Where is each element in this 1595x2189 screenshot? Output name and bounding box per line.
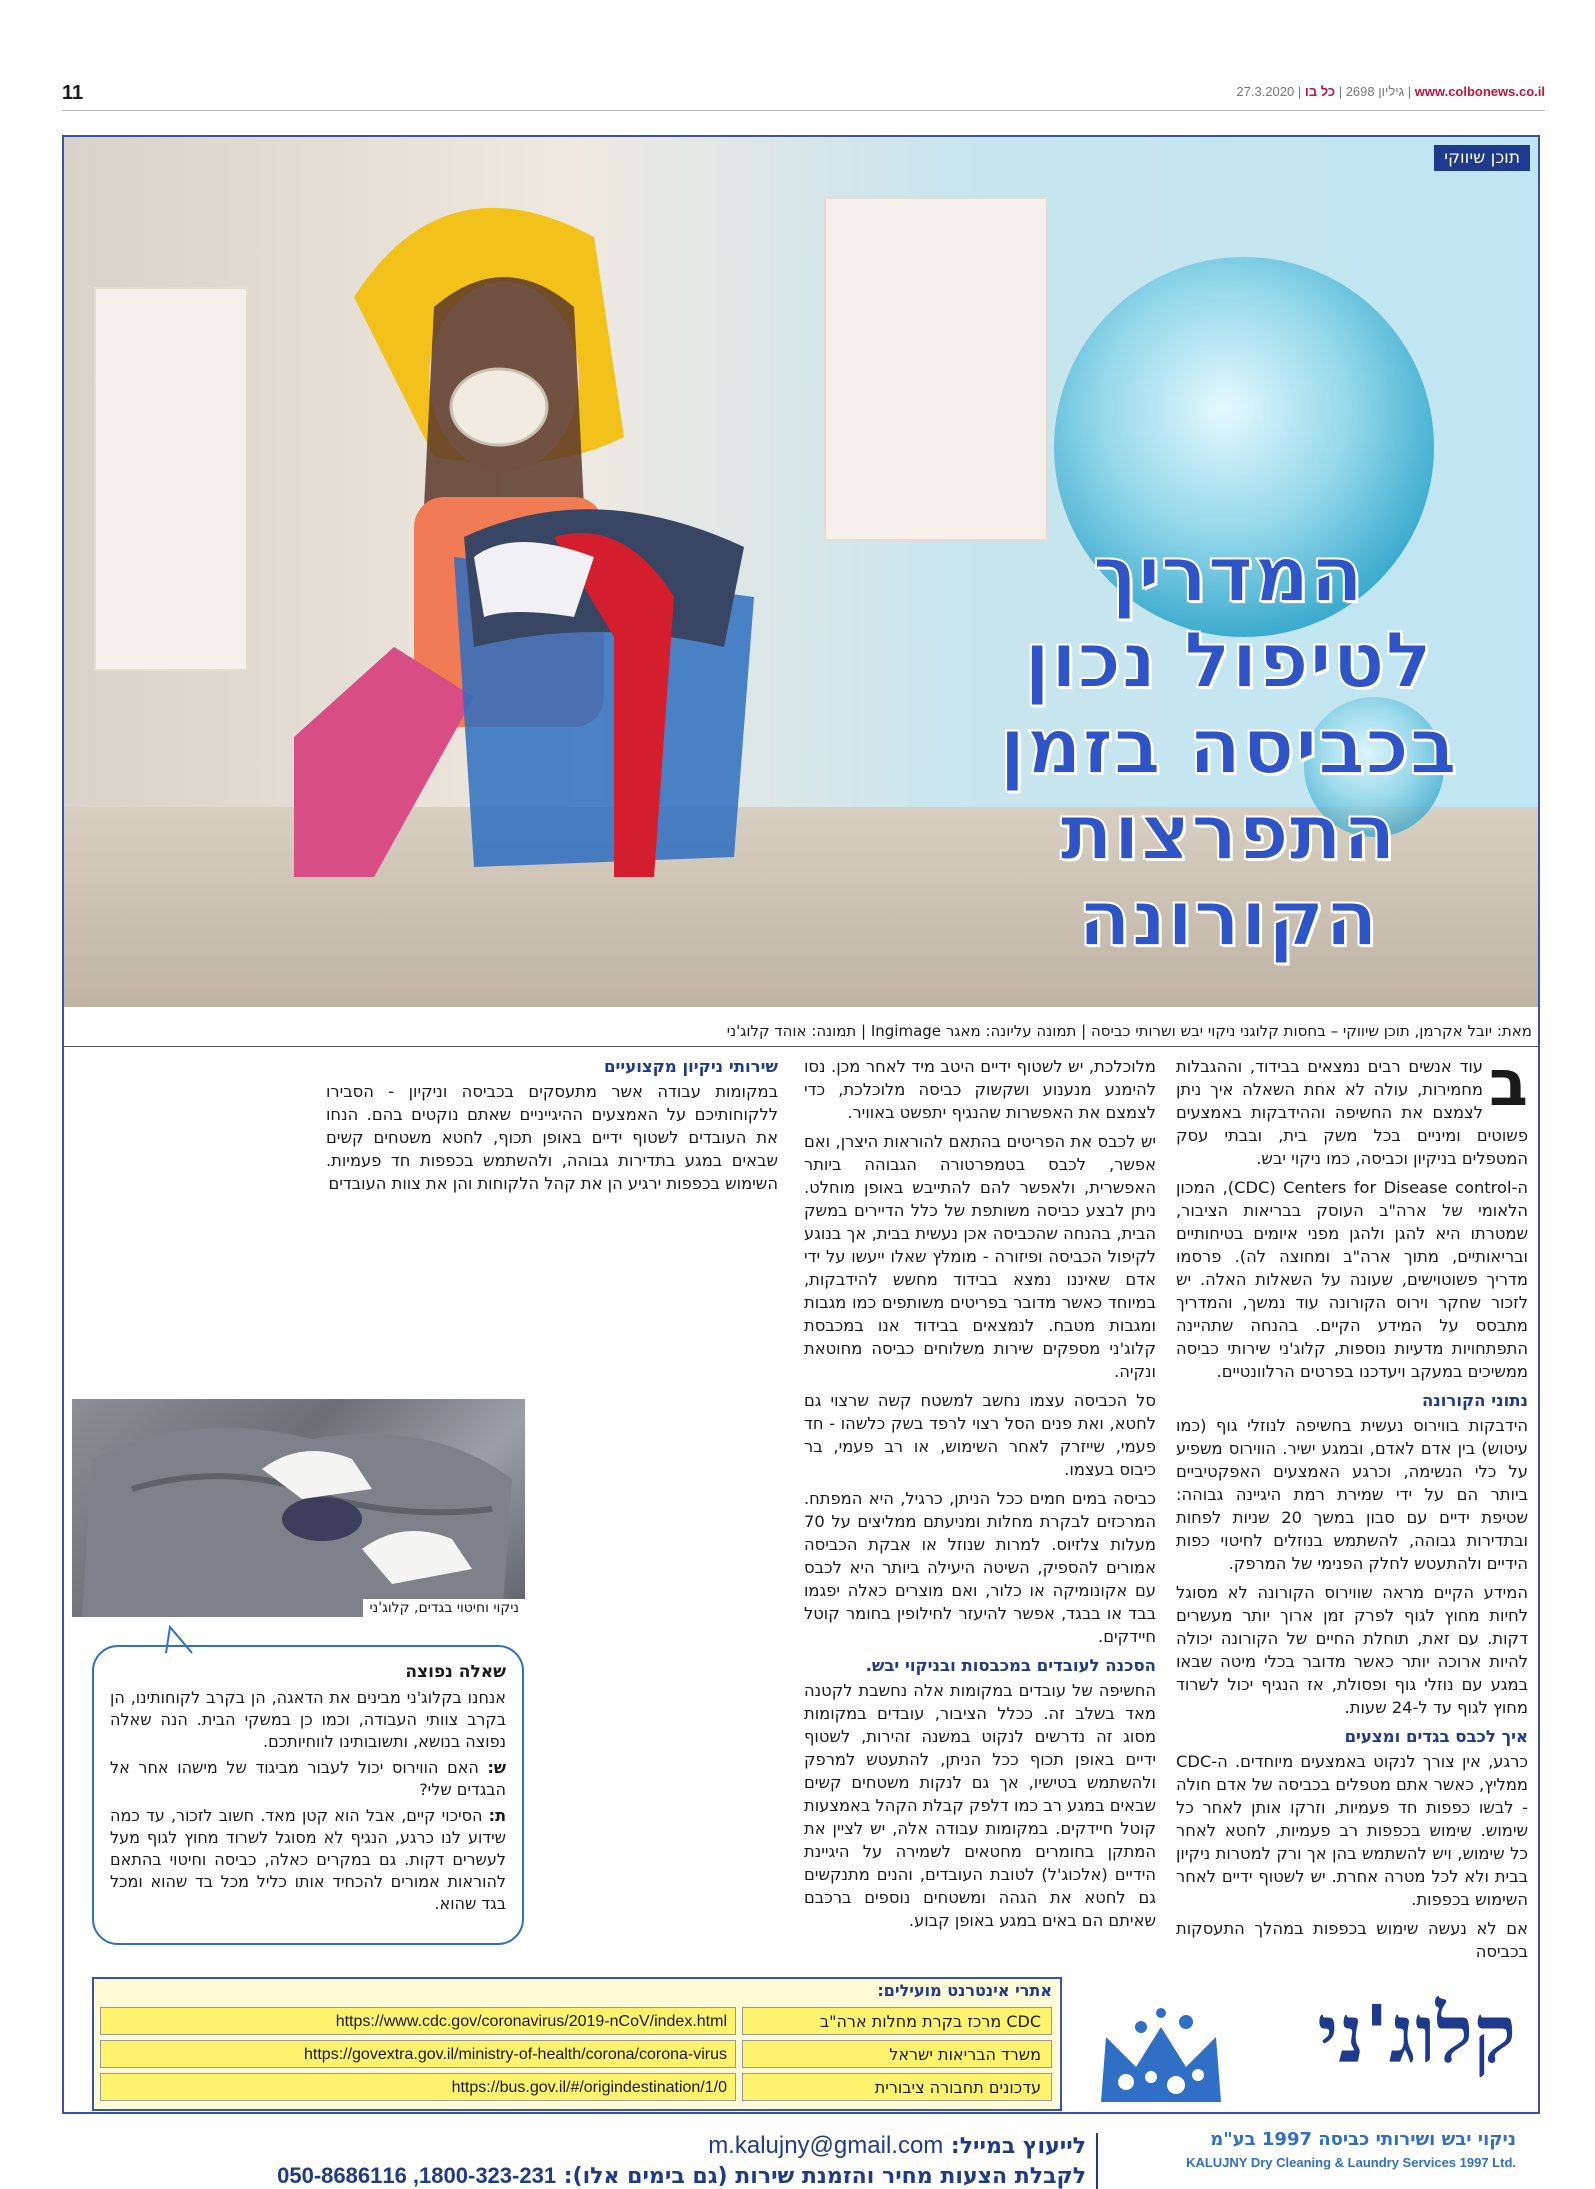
link-url[interactable]: https://govextra.gov.il/ministry-of-health/corona/corona-virus bbox=[100, 2040, 736, 2068]
headline-line: בכביסה בזמן bbox=[998, 702, 1458, 792]
headline-line: המדריך bbox=[1092, 530, 1364, 620]
paragraph: יש לכבס את הפריטים בהתאם להוראות היצרן, ואם אפשר, לכבס בטמפרטורה הגבוהה ביותר האפשרית, ולאפשר להם להתייבש באופן מוחלט. ניתן לבצע כביסה משותפת של כלל הדיירים במשק הבית, בהנחה שהכביסה אכן נעשית בבית, אך בנוגע לקיפול הכביסה ופיזורה - מומלץ שאלו ייעשו על ידי אדם שאיננו נמצא בבידוד מחשש להידבקות, במיוחד כאשר מדובר בפריטים משותפים כמו מגבות ומגבות מטבח. לנמצאים בבידוד אנו במכבסת קלוג'ני מספקים שירות משלוחים כביסה מחוטאת ונקיה. bbox=[804, 1132, 1156, 1381]
shelf-decor bbox=[824, 197, 1048, 541]
credits-text: מאת: יובל אקרמן, תוכן שיווקי – בחסות קלוגני ניקוי יבש ושרותי כביסה | תמונה עליונה: מאגר Ingimage | תמונה: אוהד קלוג'ני bbox=[726, 1022, 1532, 1040]
page-number: 11 bbox=[62, 82, 84, 104]
phone-numbers[interactable]: 050-8686116 ,1800-323-231 bbox=[277, 2163, 557, 2188]
masthead-date: 27.3.2020 bbox=[1236, 84, 1295, 99]
garment-illustration bbox=[72, 1399, 525, 1617]
logo-wordmark: קלוג'ני bbox=[1317, 1987, 1516, 2081]
email-link[interactable]: m.kalujny@gmail.com bbox=[708, 2132, 944, 2159]
headline-line: הקורונה bbox=[1077, 874, 1379, 964]
link-name: משרד הבריאות ישראל bbox=[742, 2040, 1052, 2068]
ad-divider bbox=[1096, 2133, 1098, 2189]
faq-bubble bbox=[92, 1645, 524, 1945]
crown-bubbles-icon bbox=[1096, 2007, 1226, 2107]
sponsored-tag: תוכן שיווקי bbox=[1434, 145, 1530, 171]
masthead-paper: כל בו bbox=[1304, 84, 1336, 99]
logo-tagline-he: ניקוי יבש ושירותי כביסה 1997 בע"מ bbox=[1210, 2129, 1516, 2150]
logo-tagline-en: KALUJNY Dry Cleaning & Laundry Services 1997 Ltd. bbox=[1186, 2155, 1516, 2170]
headline-line: לטיפול נכון bbox=[1023, 616, 1433, 706]
faq-intro: אנחנו בקלוג'ני מבינים את הדאגה, הן בקרב לקוחותינו, הן בקרב צוותי העבודה, וכמו כן במשקי הבית. הנה שאלה נפוצה בנושא, ותשובותינו לווחיותכם. bbox=[110, 1688, 506, 1751]
paragraph: סל הכביסה עצמו נחשב למשטח קשה שרצוי גם לחטא, ואת פנים הסל רצוי לרפד בשק כלשהו - חד פעמי, שייזרק לאחר השימוש, או רב פעמי, בר כיבוס בעצמו. bbox=[804, 1391, 1156, 1479]
link-url[interactable]: https://www.cdc.gov/coronavirus/2019-nCoV/index.html bbox=[100, 2007, 736, 2035]
link-name: CDC מרכז בקרת מחלות ארה"ב bbox=[742, 2007, 1052, 2035]
paragraph: הידבקות בווירוס נעשית בחשיפה לנוזלי גוף (כמו עיטוש) בין אדם לאדם, ובמגע ישיר. הווירוס משפיע על כלי הנשימה, וכרגע האמצעים האפקטיביים ביותר הם על ידי שמירת רמת היגיינה גבוהה: שטיפת ידיים עם סבון במשך 20 שניות לפחות ובתדירות גבוהה, להשתמש בנוזלים לחיטוי כפות הידיים ולהתעטש לחלק הפנימי של המרפק. bbox=[1176, 1416, 1528, 1573]
subheading: נתוני הקורונה bbox=[1421, 1391, 1528, 1410]
advertiser-logo bbox=[1086, 1979, 1516, 2170]
headline bbox=[948, 532, 1508, 962]
link-name: עדכונים תחבורה ציבורית bbox=[742, 2073, 1052, 2101]
subheading: הסכנה לעובדים במכבסות ובניקוי יבש. bbox=[865, 1656, 1156, 1675]
page-header bbox=[62, 80, 1545, 111]
faq-question: ש: האם הווירוס יכול לעבור מביגוד של מישהו אחר אל הבגדים שלי? bbox=[110, 1758, 506, 1799]
article-column-1 bbox=[1176, 1047, 1528, 1969]
paragraph: מלוכלכת, יש לשטוף ידיים היטב מיד לאחר מכן. נסו להימנע מנענוע ושקשוק כביסה מלוכלכת, כדי לצמצם את האפשרות שהנגיף יתפשט באוויר. bbox=[804, 1057, 1156, 1122]
laundry-photo bbox=[72, 1399, 525, 1617]
faq-answer: ת: הסיכוי קיים, אבל הוא קטן מאד. חשוב לזכור, עד כמה שידוע לנו כרגע, הנגיף לא מסוגל לשרוד מחוץ לגוף מעל לעשרים דקות. גם במקרים כאלה, כביסה וחיטוי בהתאם להוראות אמורים להכחיד אותו כליל מכל בד שהוא ומכל בגד שהוא. bbox=[110, 1806, 506, 1913]
phone-contact bbox=[277, 2163, 1086, 2189]
faq-title: שאלה נפוצה bbox=[405, 1662, 506, 1682]
headline-line: התפרצות bbox=[1059, 788, 1397, 878]
useful-links-table bbox=[92, 1977, 1062, 2111]
article-column-2 bbox=[804, 1055, 1156, 1938]
link-row bbox=[100, 2007, 1052, 2037]
paragraph: החשיפה של עובדים במקומות אלה נחשבת לקטנה מאד בשלב זה. ככלל הציבור, עובדים במקומות מסוג זה נדרשים לנקוט במשנה זהירות, לשטוף ידיים באופן תכוף ככל הניתן, להתעטש למרפק ולהשתמש בטישיו, אך גם לנקות משטחים קשים שבאים במגע רב כמו דלפק קבלת הקהל באמצעות קוטל חיידקים. במקומות עבודה אלה, יש לציין את המתקן בחומרים מחטאים לשמירה על היגיינת הידיים (אלכוג'ל) לטובת העובדים, והנים מתנקשים גם לחטא את הגהה ומשטחים נוספים ברכבם שאיתם הם באים במגע באופן קבוע. bbox=[804, 1681, 1156, 1930]
article-column-3 bbox=[326, 1055, 778, 1201]
subheading: שירותי ניקיון מקצועיים bbox=[604, 1057, 778, 1076]
link-row bbox=[100, 2073, 1052, 2103]
photo-caption: ניקוי וחיטוי בגדים, קלוג'ני bbox=[363, 1599, 525, 1617]
paragraph: ב עוד אנשים רבים נמצאים בבידוד, וההגבלות מחמירות, עולה לא אחת השאלה איך ניתן לצמצם את החשיפה וההידבקות באמצעים פשוטים ומיניים בכל משק בית, ובבתי עסק המטפלים בניקיון וכביסה, כמו ניקוי יבש. bbox=[1176, 1047, 1528, 1168]
paragraph: המידע הקיים מראה שווירוס הקורונה לא מסוגל לחיות מחוץ לגוף לפרק זמן ארוך יותר מעשרים דקות. עם זאת, תוחלת החיים של הקורונה יכולה להיות ארוכה יותר כאשר מדובר בכלי מיטה שבאו במגע עם נוזלי גוף ופסולת, אז הנגיף יכול לשרוד מחוץ לגוף עד ל-24 שעות. bbox=[1176, 1583, 1528, 1717]
subheading: איך לכבס בגדים ומצעים bbox=[1344, 1727, 1528, 1746]
paragraph: כביסה במים חמים ככל הניתן, כרגיל, היא המפתח. המרכזים לבקרת מחלות ומניעתם ממליצים על 70 מעלות צלזיוס. למרות שנוזל או אבקת הכביסה אמורים להספיק, השיטה היעילה ביותר היא לכבס עם אקונומיקה או כלור, ואם מוצרים כאלה יפגמו בבד או בבגד, אפשר להיעזר לחילופין בחומר קוטל חיידקים. bbox=[804, 1489, 1156, 1646]
shelf-decor bbox=[94, 287, 248, 671]
dropcap: ב bbox=[1488, 1047, 1528, 1121]
masthead-issue: גיליון 2698 bbox=[1345, 84, 1405, 99]
link-url[interactable]: https://bus.gov.il/#/origindestination/1/0 bbox=[100, 2073, 736, 2101]
service-label: לקבלת הצעות מחיר והזמנת שירות (גם בימים אלו): bbox=[563, 2164, 1086, 2189]
email-label: לייעוץ במייל: bbox=[950, 2134, 1086, 2159]
links-title: אתרי אינטרנט מועילים: bbox=[877, 1981, 1052, 2000]
hero-image bbox=[64, 137, 1538, 1007]
paragraph: כרגע, אין צורך לנקוט באמצעים מיוחדים. ה-CDC ממליץ, כאשר אתם מטפלים בכביסה של אדם חולה - לבשו כפפות חד פעמיות, וזרקו אותן לאחר כל שימוש. שימוש בכפפות רב פעמיות, לחטא לאחר כל שימוש, ויש להשתמש בהן אך ורק למטרות ניקיון בבית ולא לכל מטרה אחרת. יש לשטוף ידיים לאחר השימוש בכפפות. bbox=[1176, 1752, 1528, 1909]
article-credits bbox=[64, 1022, 1538, 1047]
paragraph: במקומות עבודה אשר מתעסקים בכביסה וניקיון - הסבירו ללקוחותיכם על האמצעים ההיגייניים שאתם נוקטים בהם. הנחו את העובדים לשטוף ידיים באופן תכוף, לחטא משטחים קשים שבאים במגע בתדירות גבוהה, ולהשתמש בכפפות חד פעמיות. השימוש בכפפות ירגיע הן את קהל הלקוחות והן את צוות העובדים bbox=[326, 1082, 778, 1193]
email-contact bbox=[708, 2131, 1086, 2160]
paragraph: אם לא נעשה שימוש בכפפות במהלך התעסקות בכביסה bbox=[1176, 1919, 1528, 1961]
link-row bbox=[100, 2040, 1052, 2070]
masthead-site: www.colbonews.co.il bbox=[1414, 84, 1545, 99]
masthead: 27.3.2020 | גיליון 2698 | כל בו | www.colbonews.co.il bbox=[1236, 84, 1545, 99]
article-frame bbox=[62, 135, 1540, 2189]
woman-with-laundry-illustration bbox=[294, 177, 764, 877]
paragraph: ה-CDC) Centers for Disease control), המכון הלאומי של ארה"ב העוסק בבריאות הציבור, שמטרתו היא להגן ולהגן מפני איומים בטיחותיים ובריאותיים, מתוך ארה"ב ומחוצה לה). פרסמו מדריך פשוטוישים, שעונה על השאלות האלה. יש לזכור שחקר וירוס הקורונה עוד נמשך, והמדריך מתבסס על המידע הקיים. בהנחה שתהיינה התפתחויות מדעיות נוספות, קלוג'ני שירותי כביסה ממשיכים במעקב ויעדכנו בפרטים הרלוונטיים. bbox=[1176, 1178, 1528, 1381]
